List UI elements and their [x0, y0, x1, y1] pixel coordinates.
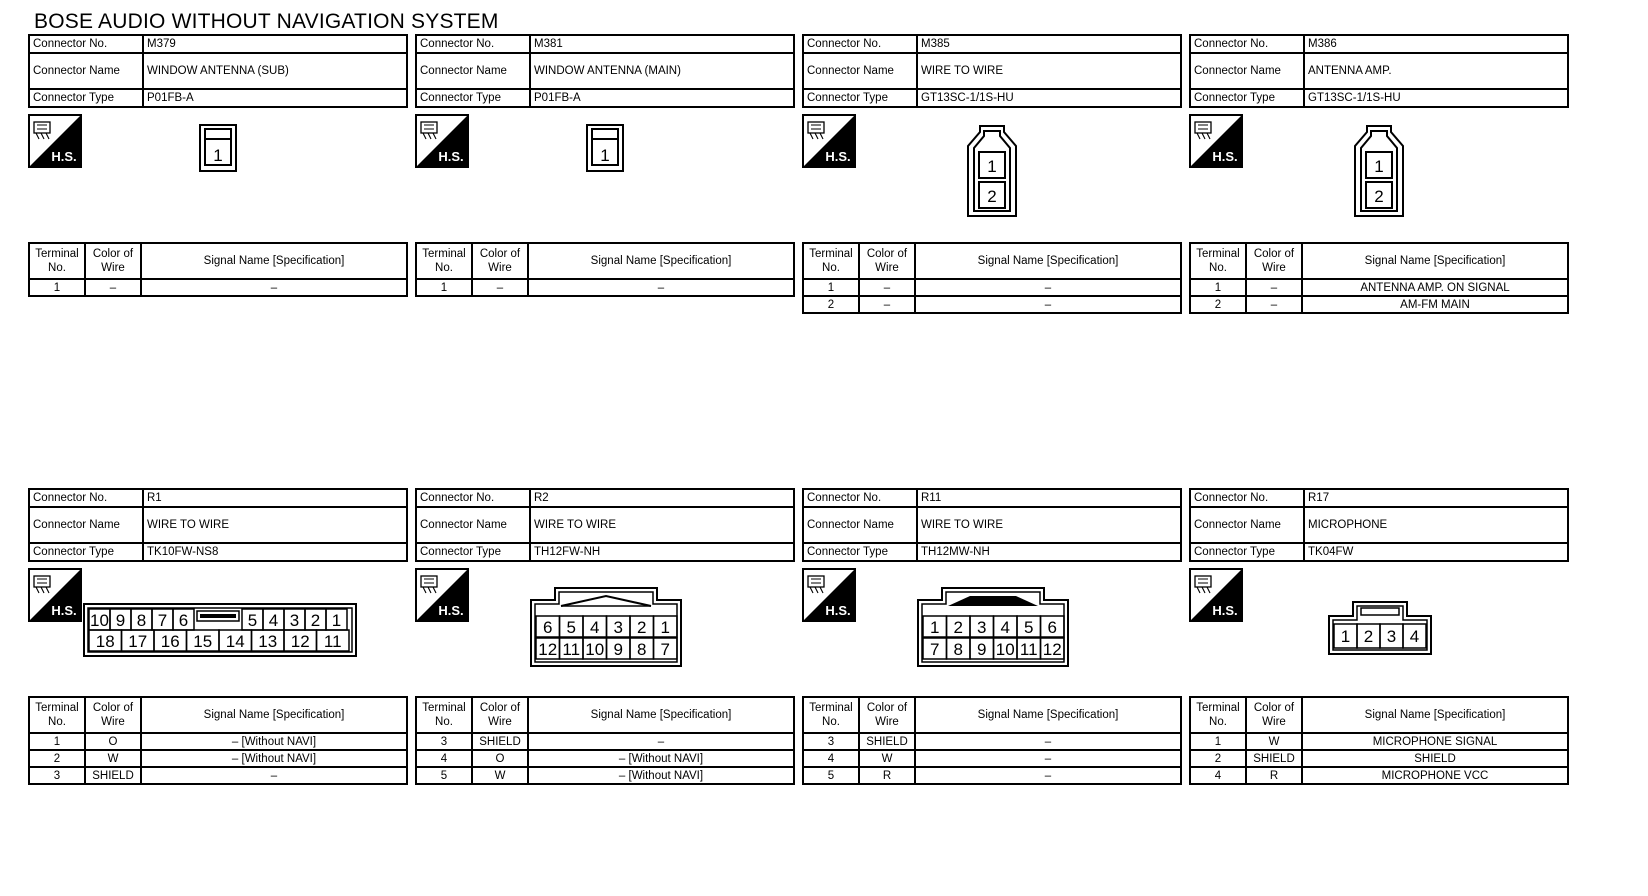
- pin-bottom-6: 12: [290, 632, 310, 651]
- connector-panel: [802, 488, 1182, 785]
- pin-bottom-3: 9: [613, 640, 623, 659]
- wire-color: –: [1246, 296, 1302, 313]
- terminal-header-row: [803, 697, 1181, 733]
- connector-no-value: R1: [143, 489, 407, 507]
- terminal-table: [28, 242, 408, 297]
- wire-color: –: [472, 279, 528, 296]
- pin-2: 2: [987, 187, 997, 206]
- connector-name-label: Connector Name: [803, 53, 917, 89]
- connector-name-label: Connector Name: [416, 507, 530, 543]
- connector-no-value: M386: [1304, 35, 1568, 53]
- pin-bottom-0: 7: [930, 640, 940, 659]
- pin-top-4: 2: [637, 618, 647, 637]
- table-row: [416, 733, 794, 750]
- connector-name-label: Connector Name: [29, 507, 143, 543]
- table-row: [416, 750, 794, 767]
- connector-face: [1327, 600, 1433, 656]
- connector-name-label: Connector Name: [803, 507, 917, 543]
- connector-name-value: WINDOW ANTENNA (MAIN): [530, 53, 794, 89]
- pin-bottom-3: 15: [193, 632, 213, 651]
- terminal-table: [415, 242, 795, 297]
- hs-label: H.S.: [438, 603, 464, 618]
- pin-bottom-2: 9: [977, 640, 987, 659]
- connector-diagram: [28, 108, 408, 242]
- signal-name: –: [528, 279, 794, 296]
- pin-top-2: 4: [590, 618, 600, 637]
- terminal-table: [802, 242, 1182, 314]
- harness-side-icon: [415, 114, 469, 168]
- wire-color: SHIELD: [1246, 750, 1302, 767]
- terminal-header-row: [416, 697, 794, 733]
- pin-2: 2: [1363, 627, 1374, 646]
- connector-no-label: Connector No.: [29, 35, 143, 53]
- terminal-no-header: Terminal No.: [416, 697, 472, 733]
- terminal-no: 2: [803, 296, 859, 313]
- wire-color-header: Color of Wire: [85, 243, 141, 279]
- terminal-no: 1: [416, 279, 472, 296]
- signal-name: – [Without NAVI]: [528, 750, 794, 767]
- signal-name: –: [915, 733, 1181, 750]
- connector-name-label: Connector Name: [29, 53, 143, 89]
- signal-name-header: Signal Name [Specification]: [528, 697, 794, 733]
- signal-name-header: Signal Name [Specification]: [141, 697, 407, 733]
- connector-name-value: ANTENNA AMP.: [1304, 53, 1568, 89]
- terminal-no: 4: [416, 750, 472, 767]
- signal-name: AM-FM MAIN: [1302, 296, 1568, 313]
- wire-color-header: Color of Wire: [85, 697, 141, 733]
- table-row: [1190, 733, 1568, 750]
- connector-no-value: R17: [1304, 489, 1568, 507]
- table-row: [803, 767, 1181, 784]
- connector-type-value: GT13SC-1/1S-HU: [917, 89, 1181, 107]
- terminal-no: 5: [803, 767, 859, 784]
- signal-name-header: Signal Name [Specification]: [915, 243, 1181, 279]
- hs-label: H.S.: [1212, 603, 1238, 618]
- terminal-table: [415, 696, 795, 785]
- pin-top-5: 6: [1047, 618, 1057, 637]
- wire-color-header: Color of Wire: [472, 697, 528, 733]
- harness-side-icon: [1189, 114, 1243, 168]
- terminal-table: [1189, 696, 1569, 785]
- pin-bottom-5: 7: [660, 640, 670, 659]
- pin-top-4: 6: [178, 611, 189, 630]
- connector-face: [529, 586, 683, 668]
- terminal-no-header: Terminal No.: [803, 697, 859, 733]
- wire-color: SHIELD: [85, 767, 141, 784]
- table-row: [803, 279, 1181, 296]
- page-title: BOSE AUDIO WITHOUT NAVIGATION SYSTEM: [34, 10, 499, 33]
- table-row: [1190, 750, 1568, 767]
- connector-name-label: Connector Name: [416, 53, 530, 89]
- terminal-header-row: [1190, 243, 1568, 279]
- terminal-no: 1: [1190, 279, 1246, 296]
- connector-panel: [1189, 34, 1569, 314]
- pin-bottom-0: 12: [538, 640, 558, 659]
- connector-name-value: WINDOW ANTENNA (SUB): [143, 53, 407, 89]
- connector-panel: [1189, 488, 1569, 785]
- connector-no-value: R2: [530, 489, 794, 507]
- signal-name: –: [915, 750, 1181, 767]
- pin-bottom-1: 11: [562, 640, 581, 659]
- pin-4: 4: [1409, 627, 1420, 646]
- pin-top-3: 7: [157, 611, 168, 630]
- table-row: [1190, 279, 1568, 296]
- connector-face: [198, 123, 238, 173]
- table-row: [29, 750, 407, 767]
- connector-no-value: R11: [917, 489, 1181, 507]
- hs-label: H.S.: [1212, 149, 1238, 164]
- connector-type-value: P01FB-A: [143, 89, 407, 107]
- connector-no-label: Connector No.: [803, 35, 917, 53]
- terminal-no-header: Terminal No.: [1190, 697, 1246, 733]
- terminal-no-header: Terminal No.: [803, 243, 859, 279]
- pin-bottom-1: 17: [128, 632, 148, 651]
- harness-side-icon: [802, 568, 856, 622]
- signal-name-header: Signal Name [Specification]: [915, 697, 1181, 733]
- pin-top-8: 2: [310, 611, 321, 630]
- table-row: [1190, 767, 1568, 784]
- terminal-no: 1: [803, 279, 859, 296]
- connector-panel: [802, 34, 1182, 314]
- connector-no-value: M381: [530, 35, 794, 53]
- signal-name: –: [915, 296, 1181, 313]
- table-row: [1190, 296, 1568, 313]
- signal-name: – [Without NAVI]: [528, 767, 794, 784]
- connector-no-label: Connector No.: [416, 489, 530, 507]
- hs-label: H.S.: [51, 149, 77, 164]
- connector-type-label: Connector Type: [803, 543, 917, 561]
- pin-2: 2: [1374, 187, 1384, 206]
- connector-info-table: [802, 34, 1182, 108]
- signal-name-header: Signal Name [Specification]: [1302, 697, 1568, 733]
- pin-top-1: 5: [566, 618, 576, 637]
- terminal-no: 1: [29, 733, 85, 750]
- wire-color: W: [859, 750, 915, 767]
- wire-color: R: [1246, 767, 1302, 784]
- table-row: [803, 296, 1181, 313]
- terminal-no: 3: [29, 767, 85, 784]
- connector-name-value: WIRE TO WIRE: [530, 507, 794, 543]
- pin-1: 1: [1340, 627, 1351, 646]
- pin-bottom-1: 8: [953, 640, 963, 659]
- connector-face: [1353, 124, 1405, 218]
- table-row: [803, 750, 1181, 767]
- pin-bottom-4: 8: [637, 640, 647, 659]
- connector-diagram: [415, 562, 795, 696]
- signal-name: –: [528, 733, 794, 750]
- terminal-no: 5: [416, 767, 472, 784]
- connector-no-value: M379: [143, 35, 407, 53]
- pin-bottom-2: 16: [160, 632, 180, 651]
- connector-diagram: [1189, 108, 1569, 242]
- pin-top-0: 6: [543, 618, 553, 637]
- terminal-no-header: Terminal No.: [416, 243, 472, 279]
- signal-name: –: [915, 279, 1181, 296]
- pin-top-5: 1: [660, 618, 670, 637]
- terminal-no-header: Terminal No.: [29, 697, 85, 733]
- terminal-no: 4: [1190, 767, 1246, 784]
- pin-bottom-2: 10: [585, 640, 605, 659]
- terminal-table: [802, 696, 1182, 785]
- pin-1: 1: [213, 146, 223, 165]
- connector-no-value: M385: [917, 35, 1181, 53]
- pin-top-1: 9: [115, 611, 126, 630]
- pin-top-3: 4: [1000, 618, 1010, 637]
- pin-1: 1: [987, 157, 997, 176]
- pin-bottom-4: 14: [225, 632, 245, 651]
- connector-face: [966, 124, 1018, 218]
- harness-side-icon: [28, 114, 82, 168]
- pin-bottom-5: 13: [258, 632, 278, 651]
- terminal-no: 2: [1190, 750, 1246, 767]
- connector-no-label: Connector No.: [803, 489, 917, 507]
- pin-top-4: 5: [1024, 618, 1034, 637]
- terminal-no: 3: [803, 733, 859, 750]
- wire-color: O: [85, 733, 141, 750]
- connector-diagram: [28, 562, 408, 696]
- signal-name-header: Signal Name [Specification]: [1302, 243, 1568, 279]
- terminal-header-row: [1190, 697, 1568, 733]
- connector-name-value: MICROPHONE: [1304, 507, 1568, 543]
- harness-side-icon: [415, 568, 469, 622]
- pin-bottom-7: 11: [323, 632, 342, 651]
- pin-top-2: 8: [136, 611, 147, 630]
- wire-color: O: [472, 750, 528, 767]
- wire-color: –: [1246, 279, 1302, 296]
- pin-top-0: 10: [90, 611, 109, 630]
- connector-type-value: TK04FW: [1304, 543, 1568, 561]
- terminal-no: 2: [29, 750, 85, 767]
- connector-diagram: [802, 108, 1182, 242]
- connector-info-table: [28, 34, 408, 108]
- terminal-no: 4: [803, 750, 859, 767]
- pin-top-6: 4: [268, 611, 279, 630]
- signal-name: – [Without NAVI]: [141, 750, 407, 767]
- connector-diagram: [1189, 562, 1569, 696]
- wire-color: W: [85, 750, 141, 767]
- connector-no-label: Connector No.: [29, 489, 143, 507]
- connector-diagram: [802, 562, 1182, 696]
- table-row: [29, 733, 407, 750]
- wire-color-header: Color of Wire: [859, 243, 915, 279]
- connector-no-label: Connector No.: [1190, 489, 1304, 507]
- connector-panel: [415, 488, 795, 785]
- connector-panel: [28, 34, 408, 297]
- wire-color: –: [859, 296, 915, 313]
- pin-top-5: 5: [247, 611, 258, 630]
- wire-color: –: [859, 279, 915, 296]
- connector-type-value: TH12FW-NH: [530, 543, 794, 561]
- connector-name-label: Connector Name: [1190, 507, 1304, 543]
- hs-label: H.S.: [438, 149, 464, 164]
- terminal-header-row: [416, 243, 794, 279]
- harness-side-icon: [1189, 568, 1243, 622]
- wire-color-header: Color of Wire: [1246, 697, 1302, 733]
- table-row: [29, 279, 407, 296]
- connector-type-label: Connector Type: [416, 543, 530, 561]
- connector-type-label: Connector Type: [29, 543, 143, 561]
- connector-name-value: WIRE TO WIRE: [143, 507, 407, 543]
- pin-top-3: 3: [613, 618, 623, 637]
- hs-label: H.S.: [51, 603, 77, 618]
- signal-name: – [Without NAVI]: [141, 733, 407, 750]
- pin-top-7: 3: [289, 611, 300, 630]
- pin-1: 1: [1374, 157, 1384, 176]
- wire-color: SHIELD: [859, 733, 915, 750]
- connector-info-table: [1189, 488, 1569, 562]
- connector-type-label: Connector Type: [1190, 89, 1304, 107]
- table-row: [416, 767, 794, 784]
- connector-type-value: GT13SC-1/1S-HU: [1304, 89, 1568, 107]
- wire-color-header: Color of Wire: [859, 697, 915, 733]
- connector-face: [585, 123, 625, 173]
- terminal-table: [28, 696, 408, 785]
- hs-label: H.S.: [825, 149, 851, 164]
- connector-panel: [28, 488, 408, 785]
- pin-bottom-3: 10: [995, 640, 1015, 659]
- wire-color: W: [472, 767, 528, 784]
- terminal-table: [1189, 242, 1569, 314]
- pin-top-9: 1: [331, 611, 342, 630]
- terminal-header-row: [29, 697, 407, 733]
- connector-type-label: Connector Type: [416, 89, 530, 107]
- connector-no-label: Connector No.: [416, 35, 530, 53]
- signal-name: SHIELD: [1302, 750, 1568, 767]
- connector-face: [916, 586, 1070, 668]
- terminal-no: 1: [29, 279, 85, 296]
- pin-top-1: 2: [953, 618, 963, 637]
- connector-info-table: [28, 488, 408, 562]
- terminal-header-row: [29, 243, 407, 279]
- wire-color-header: Color of Wire: [472, 243, 528, 279]
- terminal-header-row: [803, 243, 1181, 279]
- terminal-no: 1: [1190, 733, 1246, 750]
- pin-1: 1: [600, 146, 610, 165]
- connector-name-label: Connector Name: [1190, 53, 1304, 89]
- connector-info-table: [1189, 34, 1569, 108]
- connector-face: [82, 602, 358, 658]
- connector-type-label: Connector Type: [803, 89, 917, 107]
- connector-info-table: [802, 488, 1182, 562]
- terminal-no: 2: [1190, 296, 1246, 313]
- wire-color-header: Color of Wire: [1246, 243, 1302, 279]
- signal-name: –: [915, 767, 1181, 784]
- signal-name: MICROPHONE VCC: [1302, 767, 1568, 784]
- table-row: [29, 767, 407, 784]
- connector-no-label: Connector No.: [1190, 35, 1304, 53]
- connector-panel: [415, 34, 795, 297]
- pin-bottom-5: 12: [1042, 640, 1062, 659]
- wire-color: SHIELD: [472, 733, 528, 750]
- pin-top-2: 3: [977, 618, 987, 637]
- connector-name-value: WIRE TO WIRE: [917, 53, 1181, 89]
- signal-name: ANTENNA AMP. ON SIGNAL: [1302, 279, 1568, 296]
- signal-name-header: Signal Name [Specification]: [528, 243, 794, 279]
- terminal-no-header: Terminal No.: [29, 243, 85, 279]
- connector-type-label: Connector Type: [29, 89, 143, 107]
- pin-3: 3: [1386, 627, 1397, 646]
- hs-label: H.S.: [825, 603, 851, 618]
- connector-type-label: Connector Type: [1190, 543, 1304, 561]
- terminal-no: 3: [416, 733, 472, 750]
- harness-side-icon: [28, 568, 82, 622]
- wire-color: –: [85, 279, 141, 296]
- signal-name: –: [141, 279, 407, 296]
- pin-bottom-4: 11: [1019, 640, 1038, 659]
- connector-diagram: [415, 108, 795, 242]
- signal-name: MICROPHONE SIGNAL: [1302, 733, 1568, 750]
- connector-type-value: TH12MW-NH: [917, 543, 1181, 561]
- table-row: [803, 733, 1181, 750]
- connector-info-table: [415, 488, 795, 562]
- signal-name-header: Signal Name [Specification]: [141, 243, 407, 279]
- table-row: [416, 279, 794, 296]
- pin-top-0: 1: [930, 618, 940, 637]
- wire-color: R: [859, 767, 915, 784]
- connector-name-value: WIRE TO WIRE: [917, 507, 1181, 543]
- harness-side-icon: [802, 114, 856, 168]
- connector-type-value: P01FB-A: [530, 89, 794, 107]
- connector-info-table: [415, 34, 795, 108]
- connector-type-value: TK10FW-NS8: [143, 543, 407, 561]
- signal-name: –: [141, 767, 407, 784]
- terminal-no-header: Terminal No.: [1190, 243, 1246, 279]
- wire-color: W: [1246, 733, 1302, 750]
- pin-bottom-0: 18: [95, 632, 115, 651]
